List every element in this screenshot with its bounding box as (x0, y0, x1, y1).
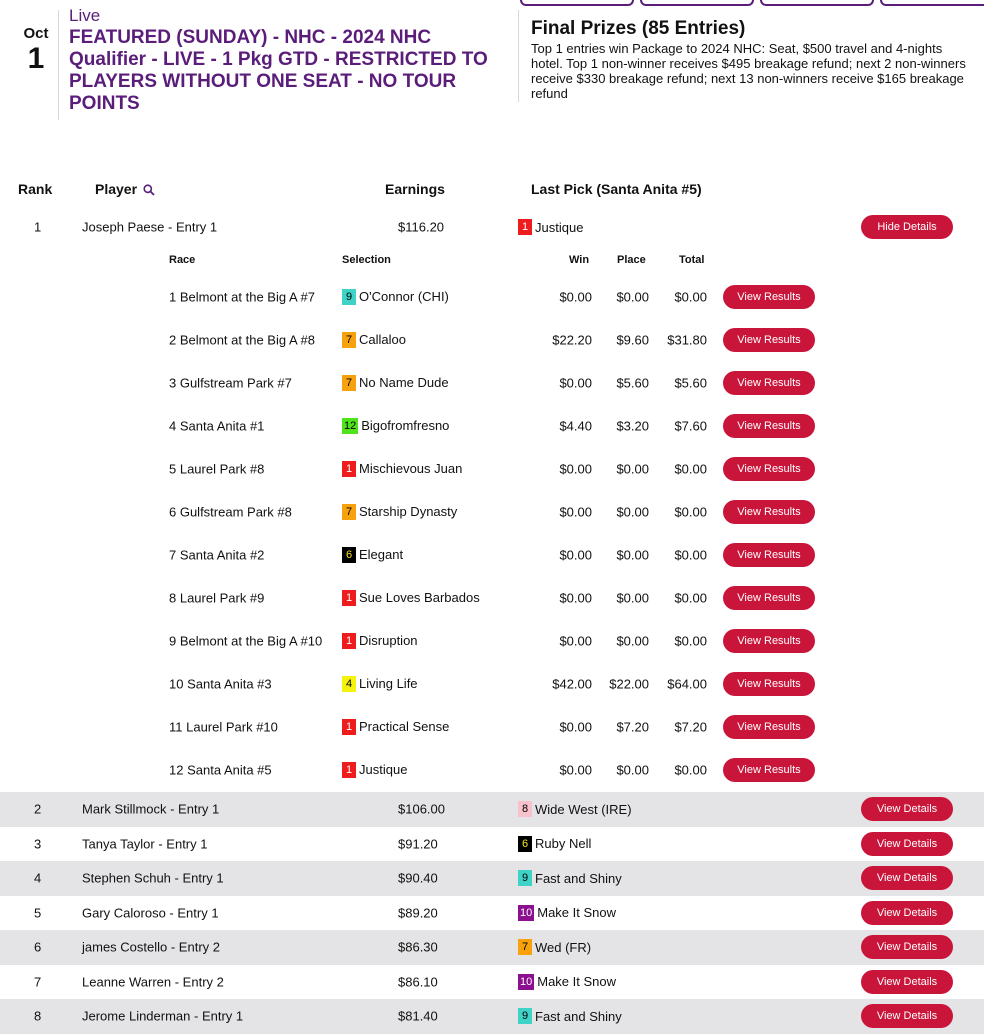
earnings: $86.10 (398, 974, 438, 990)
horse-name: Practical Sense (359, 719, 450, 734)
view-results-button[interactable]: View Results (723, 457, 815, 481)
win-amount: $0.00 (559, 289, 592, 304)
view-details-button[interactable]: View Details (861, 901, 953, 925)
place-amount: $22.00 (609, 676, 649, 691)
view-results-button[interactable]: View Results (723, 758, 815, 782)
horse-name: Mischievous Juan (359, 461, 463, 476)
prizes-heading: Final Prizes (85 Entries) (531, 18, 746, 39)
header-rank: Rank (18, 181, 53, 197)
details-header-place: Place (617, 254, 646, 266)
win-amount: $42.00 (552, 676, 592, 691)
post-number-badge: 10 (520, 906, 533, 919)
post-number-badge: 1 (342, 590, 356, 606)
header-player-label: Player (95, 181, 138, 197)
view-results-button[interactable]: View Results (723, 500, 815, 524)
prizes-text: Top 1 entries win Package to 2024 NHC: Seat, $500 travel and 4-nights hotel. Top 1 non-winner receives $495 breakage refund; next 2 non-winners receive $330 breakage refund; next 13 non-winners receive $165 breakage refund (531, 41, 966, 101)
last-pick (518, 836, 591, 852)
earnings: $116.20 (398, 219, 445, 235)
last-pick (518, 870, 622, 886)
event-month: Oct (23, 25, 49, 42)
horse-name: Ruby Nell (535, 836, 592, 852)
player-name: Tanya Taylor - Entry 1 (82, 836, 208, 852)
horse-name: Fast and Shiny (535, 870, 622, 886)
table-row (0, 827, 984, 862)
race-name: 12 Santa Anita #5 (169, 762, 272, 777)
race-name: 9 Belmont at the Big A #10 (169, 633, 323, 648)
place-amount: $0.00 (616, 289, 649, 304)
win-amount: $0.00 (559, 633, 592, 648)
horse-name: Wed (FR) (535, 939, 592, 955)
selection (342, 332, 406, 348)
selection (342, 461, 462, 477)
horse-name: Make It Snow (537, 905, 617, 921)
post-number-badge: 1 (342, 461, 356, 477)
race-name: 10 Santa Anita #3 (169, 676, 272, 691)
race-name: 7 Santa Anita #2 (169, 547, 265, 562)
table-row (0, 999, 984, 1034)
post-number-badge: 8 (518, 801, 532, 817)
table-row (0, 210, 984, 245)
race-name: 4 Santa Anita #1 (169, 418, 265, 433)
view-details-button[interactable]: View Details (861, 1004, 953, 1028)
place-amount: $0.00 (616, 461, 649, 476)
top-button-strip (520, 0, 984, 6)
rank: 8 (34, 1008, 42, 1024)
place-amount: $7.20 (616, 719, 649, 734)
horse-name: Justique (359, 762, 408, 777)
view-details-button[interactable]: View Details (861, 970, 953, 994)
selection (342, 289, 449, 305)
event-status: Live (69, 6, 101, 25)
details-row (0, 447, 984, 490)
total-amount: $7.20 (674, 719, 707, 734)
post-number-badge: 7 (342, 504, 356, 520)
race-name: 8 Laurel Park #9 (169, 590, 265, 605)
table-row (0, 792, 984, 827)
rank: 5 (34, 905, 42, 921)
post-number-badge: 1 (342, 762, 356, 778)
player-name: Leanne Warren - Entry 2 (82, 974, 224, 990)
horse-name: O'Connor (CHI) (359, 289, 449, 304)
details-header-race: Race (169, 254, 196, 266)
view-details-button[interactable]: View Details (861, 797, 953, 821)
earnings: $91.20 (398, 836, 438, 852)
details-row (0, 748, 984, 791)
place-amount: $0.00 (616, 590, 649, 605)
player-name: Stephen Schuh - Entry 1 (82, 870, 224, 886)
race-name: 6 Gulfstream Park #8 (169, 504, 292, 519)
view-results-button[interactable]: View Results (723, 285, 815, 309)
last-pick (518, 801, 632, 817)
selection (342, 633, 418, 649)
table-row (0, 965, 984, 1000)
top-button-1[interactable] (520, 0, 634, 6)
total-amount: $0.00 (674, 289, 707, 304)
details-row (0, 404, 984, 447)
view-results-button[interactable]: View Results (723, 629, 815, 653)
hide-details-button[interactable]: Hide Details (861, 215, 953, 239)
rank: 7 (34, 974, 42, 990)
post-number-badge: 1 (342, 719, 356, 735)
post-number-badge: 9 (342, 289, 356, 305)
details-row (0, 662, 984, 705)
view-results-button[interactable]: View Results (723, 586, 815, 610)
search-icon[interactable] (143, 184, 155, 196)
place-amount: $0.00 (616, 762, 649, 777)
win-amount: $0.00 (559, 762, 592, 777)
view-results-button[interactable]: View Results (723, 715, 815, 739)
table-row (0, 861, 984, 896)
total-amount: $7.60 (674, 418, 707, 433)
event-day: 1 (27, 42, 45, 75)
post-number-badge: 10 (520, 975, 533, 988)
view-results-button[interactable]: View Results (723, 543, 815, 567)
total-amount: $64.00 (667, 676, 707, 691)
total-amount: $0.00 (674, 633, 707, 648)
selection (342, 590, 480, 606)
post-number-badge: 7 (518, 939, 532, 955)
place-amount: $0.00 (616, 547, 649, 562)
post-number-badge: 12 (344, 419, 357, 432)
view-details-button[interactable]: View Details (861, 866, 953, 890)
last-pick (518, 905, 616, 921)
details-row (0, 576, 984, 619)
post-number-badge: 7 (342, 375, 356, 391)
earnings: $106.00 (398, 801, 445, 817)
win-amount: $0.00 (559, 547, 592, 562)
win-amount: $0.00 (559, 461, 592, 476)
place-amount: $0.00 (616, 633, 649, 648)
post-number-badge: 6 (518, 836, 532, 852)
win-amount: $0.00 (559, 719, 592, 734)
race-name: 3 Gulfstream Park #7 (169, 375, 292, 390)
details-row (0, 361, 984, 404)
total-amount: $0.00 (674, 461, 707, 476)
player-name: Joseph Paese - Entry 1 (82, 219, 218, 235)
divider (58, 10, 59, 120)
view-results-button[interactable]: View Results (723, 371, 815, 395)
table-row (0, 930, 984, 965)
selection (342, 676, 418, 692)
rank: 1 (34, 219, 42, 235)
last-pick (518, 219, 583, 235)
horse-name: Elegant (359, 547, 404, 562)
player-name: Mark Stillmock - Entry 1 (82, 801, 220, 817)
place-amount: $5.60 (616, 375, 649, 390)
view-results-button[interactable]: View Results (723, 672, 815, 696)
horse-name: Callaloo (359, 332, 406, 347)
total-amount: $31.80 (667, 332, 707, 347)
horse-name: Justique (535, 219, 584, 235)
rank: 4 (34, 870, 42, 886)
horse-name: Living Life (359, 676, 418, 691)
win-amount: $0.00 (559, 590, 592, 605)
horse-name: Sue Loves Barbados (359, 590, 480, 605)
rank: 3 (34, 836, 42, 852)
selection (342, 418, 449, 434)
total-amount: $5.60 (674, 375, 707, 390)
win-amount: $22.20 (552, 332, 592, 347)
earnings: $86.30 (398, 939, 438, 955)
header-last-pick: Last Pick (Santa Anita #5) (531, 181, 702, 197)
total-amount: $0.00 (674, 590, 707, 605)
details-row (0, 275, 984, 318)
selection (342, 375, 449, 391)
horse-name: Wide West (IRE) (535, 801, 632, 817)
details-row (0, 619, 984, 662)
post-number-badge: 9 (518, 1008, 532, 1024)
place-amount: $0.00 (616, 504, 649, 519)
selection (342, 719, 449, 735)
player-name: Gary Caloroso - Entry 1 (82, 905, 219, 921)
details-header-total: Total (679, 254, 705, 266)
win-amount: $4.40 (559, 418, 592, 433)
post-number-badge: 6 (342, 547, 356, 563)
total-amount: $0.00 (674, 547, 707, 562)
event-date (18, 25, 54, 74)
player-name: james Costello - Entry 2 (82, 939, 220, 955)
view-details-button[interactable]: View Details (861, 935, 953, 959)
rank: 2 (34, 801, 42, 817)
view-details-button[interactable]: View Details (861, 832, 953, 856)
player-name: Jerome Linderman - Entry 1 (82, 1008, 244, 1024)
header-player (95, 181, 155, 197)
top-button-4[interactable] (880, 0, 984, 6)
selection (342, 504, 457, 520)
post-number-badge: 4 (342, 676, 356, 692)
horse-name: Disruption (359, 633, 418, 648)
earnings: $89.20 (398, 905, 438, 921)
horse-name: No Name Dude (359, 375, 449, 390)
race-name: 11 Laurel Park #10 (169, 719, 278, 734)
view-results-button[interactable]: View Results (723, 328, 815, 352)
total-amount: $0.00 (674, 504, 707, 519)
horse-name: Bigofromfresno (361, 418, 450, 433)
prizes-panel (531, 19, 971, 101)
total-amount: $0.00 (674, 762, 707, 777)
post-number-badge: 1 (342, 633, 356, 649)
top-button-3[interactable] (760, 0, 874, 6)
table-row (0, 896, 984, 931)
selection (342, 762, 407, 778)
post-number-badge: 9 (518, 870, 532, 886)
details-header-selection: Selection (342, 254, 391, 266)
details-header-win: Win (569, 254, 590, 266)
last-pick (518, 939, 591, 955)
horse-name: Starship Dynasty (359, 504, 458, 519)
details-row (0, 705, 984, 748)
view-results-button[interactable]: View Results (723, 414, 815, 438)
post-number-badge: 1 (518, 219, 532, 235)
horse-name: Make It Snow (537, 974, 617, 990)
details-row (0, 318, 984, 361)
rank: 6 (34, 939, 42, 955)
earnings: $81.40 (398, 1008, 438, 1024)
place-amount: $9.60 (616, 332, 649, 347)
race-name: 1 Belmont at the Big A #7 (169, 289, 315, 304)
race-name: 2 Belmont at the Big A #8 (169, 332, 315, 347)
divider (518, 10, 519, 102)
details-row (0, 533, 984, 576)
earnings: $90.40 (398, 870, 438, 886)
last-pick (518, 1008, 622, 1024)
last-pick (518, 974, 616, 990)
details-row (0, 490, 984, 533)
selection (342, 547, 403, 563)
top-button-2[interactable] (640, 0, 754, 6)
place-amount: $3.20 (616, 418, 649, 433)
win-amount: $0.00 (559, 375, 592, 390)
event-title: FEATURED (SUNDAY) - NHC - 2024 NHC Qualifier - LIVE - 1 Pkg GTD - RESTRICTED TO PLAYERS WITHOUT ONE SEAT - NO TOUR POINTS (69, 27, 488, 114)
post-number-badge: 7 (342, 332, 356, 348)
header-earnings: Earnings (385, 181, 445, 197)
win-amount: $0.00 (559, 504, 592, 519)
horse-name: Fast and Shiny (535, 1008, 622, 1024)
race-name: 5 Laurel Park #8 (169, 461, 265, 476)
